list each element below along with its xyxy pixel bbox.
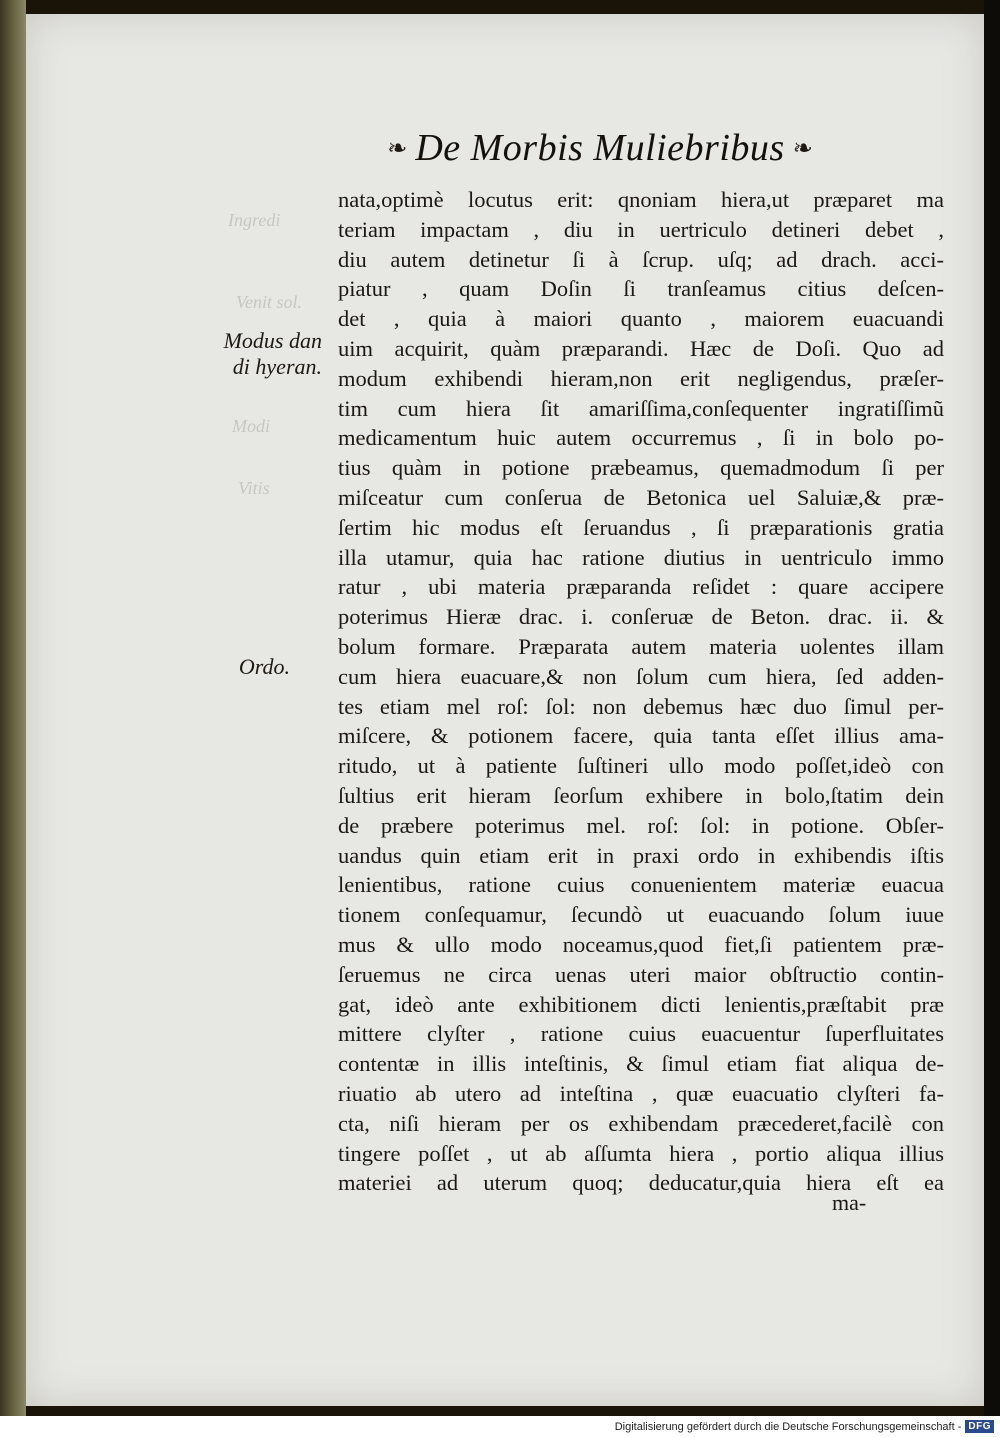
- text-line: poterimus Hieræ drac. i. conſeruæ de Beton. drac. ii. &: [338, 604, 944, 630]
- footer-bar: [0, 1416, 1000, 1437]
- text-line: mittere clyſter , ratione cuius euacuentur ſuperfluitates: [338, 1021, 944, 1047]
- text-line: miſceatur cum conſerua de Betonica uel Saluiæ,& præ-: [338, 484, 944, 510]
- text-line: tes etiam mel roſ: ſol: non debemus hæc duo ſimul per-: [338, 693, 944, 719]
- text-line: medicamentum huic autem occurremus , ſi in bolo po-: [338, 425, 944, 451]
- text-line: tionem conſequamur, ſecundò ut euacuando ſolum iuue: [338, 902, 944, 928]
- text-line: materiei ad uterum quoq; deducatur,quia hiera eſt ea: [338, 1170, 944, 1196]
- text-line: contentæ in illis inteſtinis, & ſimul etiam fiat aliqua de-: [338, 1051, 944, 1077]
- text-line: mus & ullo modo noceamus,quod fiet,ſi patientem præ-: [338, 931, 944, 957]
- marginal-note-line: di hyeran.: [232, 354, 322, 379]
- text-line: miſcere, & potionem facere, quia tanta eſſet illius ama-: [338, 723, 944, 749]
- text-line: ſertim hic modus eſt ſeruandus , ſi præparationis gratia: [338, 514, 944, 540]
- text-line: cum hiera euacuare,& non ſolum cum hiera, ſed adden-: [338, 663, 944, 689]
- text-line: uim acquirit, quàm præparandi. Hæc de Doſi. Quo ad: [338, 335, 944, 361]
- text-line: cta, niſi hieram per os exhibendam præcederet,facilè con: [338, 1110, 944, 1136]
- text-line: ſultius erit hieram ſeorſum exhibere in bolo,ſtatim dein: [338, 782, 944, 808]
- ornament-left-icon: ❧: [387, 134, 408, 162]
- page-title: De Morbis Muliebribus: [415, 127, 785, 169]
- text-line: uandus quin etiam erit in praxi ordo in exhibendis iſtis: [338, 842, 944, 868]
- text-line: nata,optimè locutus erit: qnoniam hiera,ut præparet ma: [338, 187, 944, 212]
- text-line: bolum formare. Præparata autem materia uolentes illam: [338, 633, 944, 659]
- show-through-text: Ingredi: [228, 210, 281, 230]
- catchword: ma-: [832, 1190, 867, 1215]
- marginal-note-line: Modus dan: [223, 328, 322, 353]
- text-line: ratur , ubi materia præparanda reſidet : quare accipere: [338, 574, 944, 600]
- text-line: tingere poſſet , ut ab aſſumta hiera , portio aliqua illius: [338, 1140, 944, 1166]
- ornament-right-icon: ❧: [792, 134, 813, 162]
- text-line: tim cum hiera ſit amariſſima,conſequenter ingratiſſimũ: [338, 395, 944, 421]
- book-spine-edge: [0, 0, 26, 1416]
- text-line: riuatio ab utero ad inteſtina , quæ euacuatio clyſteri fa-: [338, 1080, 944, 1106]
- show-through-text: Vitis: [238, 478, 270, 498]
- text-line: det , quia à maiori quanto , maiorem euacuandi: [338, 306, 944, 332]
- text-line: gat, ideò ante exhibitionem dicti lenientis,præſtabit præ: [338, 991, 944, 1017]
- funding-credit: Digitalisierung gefördert durch die Deutsche Forschungsgemeinschaft -: [614, 1420, 962, 1433]
- marginal-note-ordo: Ordo.: [238, 654, 290, 679]
- page-right-edge: [984, 0, 1000, 1416]
- text-line: modum exhibendi hieram,non erit negligendus, præſer-: [338, 365, 944, 391]
- show-through-text: Modi: [232, 416, 270, 436]
- body-text: [338, 185, 944, 1198]
- text-line: diu autem detinetur ſi à ſcrup. uſq; ad drach. acci-: [338, 246, 944, 272]
- text-line: lenientibus, ratione cuius conuenientem materiæ euacua: [338, 872, 944, 898]
- text-line: piatur , quam Doſin ſi tranſeamus citius deſcen-: [338, 276, 944, 302]
- text-line: tius quàm in potione præbeamus, quemadmodum ſi per: [338, 455, 944, 481]
- text-line: ritudo, ut à patiente ſuſtineri ullo modo poſſet,ideò con: [338, 753, 944, 779]
- dfg-logo: DFG: [965, 1420, 994, 1433]
- show-through-text: Venit sol.: [236, 292, 302, 312]
- text-line: ſeruemus ne circa uenas uteri maior obſtructio contin-: [338, 961, 944, 987]
- marginal-note-modus: [200, 328, 322, 380]
- text-line: illa utamur, quia hac ratione diutius in uentriculo immo: [338, 544, 944, 570]
- text-line: de præbere poterimus mel. roſ: ſol: in potione. Obſer-: [338, 812, 944, 838]
- running-head: [355, 122, 845, 174]
- text-line: teriam impactam , diu in uertriculo detineri debet ,: [338, 216, 944, 242]
